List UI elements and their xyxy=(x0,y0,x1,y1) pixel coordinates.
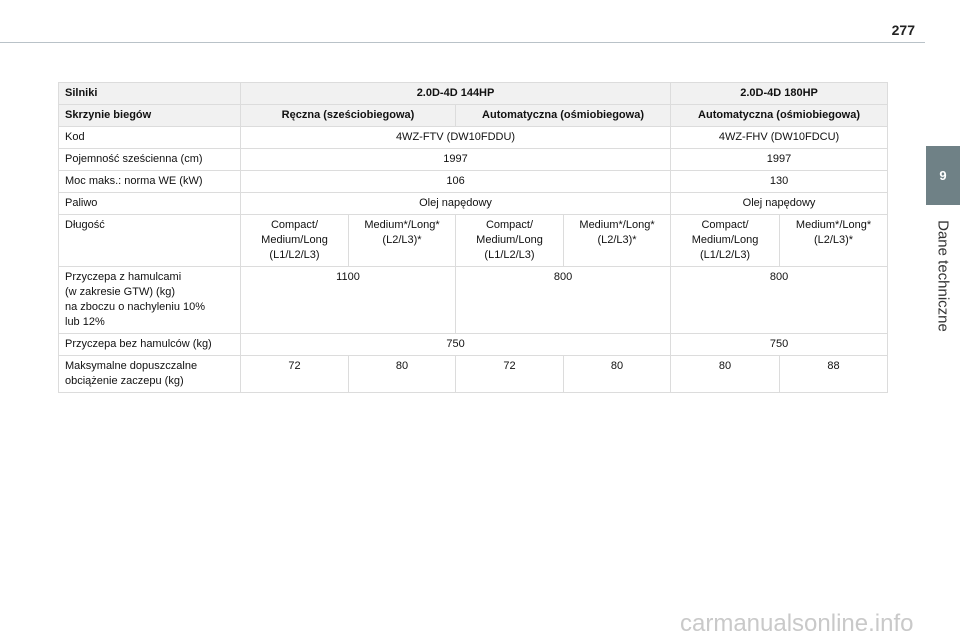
gearbox-b-auto: Automatyczna (ośmiobiegowa) xyxy=(671,105,888,127)
length-cell xyxy=(780,215,888,267)
engine-b-header: 2.0D-4D 180HP xyxy=(671,83,888,105)
table-row xyxy=(59,105,888,127)
gearbox-a-auto: Automatyczna (ośmiobiegowa) xyxy=(456,105,671,127)
towbar-load-value: 72 xyxy=(456,356,564,393)
braked-trailer-line: na zboczu o nachyleniu 10% xyxy=(65,301,206,313)
length-line: Medium*/Long* xyxy=(579,219,655,231)
table-row xyxy=(59,83,888,105)
towbar-load-value: 80 xyxy=(349,356,456,393)
displacement-label: Pojemność sześcienna (cm) xyxy=(59,149,241,171)
watermark: carmanualsonline.info xyxy=(680,610,914,637)
table-row xyxy=(59,193,888,215)
displacement-b: 1997 xyxy=(671,149,888,171)
unbraked-trailer-a: 750 xyxy=(241,334,671,356)
towbar-load-line: Maksymalne dopuszczalne xyxy=(65,360,198,372)
towbar-load-value: 80 xyxy=(564,356,671,393)
length-cell xyxy=(349,215,456,267)
fuel-b: Olej napędowy xyxy=(671,193,888,215)
length-line: (L1/L2/L3) xyxy=(269,249,320,261)
table-row xyxy=(59,356,888,393)
length-label: Długość xyxy=(59,215,241,267)
length-cell xyxy=(241,215,349,267)
towbar-load-line: obciążenie zaczepu (kg) xyxy=(65,375,184,387)
code-b: 4WZ-FHV (DW10FDCU) xyxy=(671,127,888,149)
towbar-load-value: 88 xyxy=(780,356,888,393)
unbraked-trailer-b: 750 xyxy=(671,334,888,356)
braked-trailer-line: lub 12% xyxy=(65,316,105,328)
chapter-title: Dane techniczne xyxy=(934,220,952,332)
length-line: Compact/ xyxy=(270,219,319,231)
braked-trailer-a-manual: 1100 xyxy=(241,267,456,334)
chapter-number: 9 xyxy=(939,168,947,183)
length-line: (L2/L3)* xyxy=(597,234,637,246)
braked-trailer-label xyxy=(59,267,241,334)
code-label: Kod xyxy=(59,127,241,149)
fuel-label: Paliwo xyxy=(59,193,241,215)
length-line: Medium/Long xyxy=(691,234,759,246)
table-row xyxy=(59,127,888,149)
length-line: (L1/L2/L3) xyxy=(699,249,751,261)
power-b: 130 xyxy=(671,171,888,193)
unbraked-trailer-label: Przyczepa bez hamulców (kg) xyxy=(59,334,241,356)
length-cell xyxy=(456,215,564,267)
braked-trailer-a-auto: 800 xyxy=(456,267,671,334)
length-cell xyxy=(671,215,780,267)
braked-trailer-b-auto: 800 xyxy=(671,267,888,334)
length-line: Medium*/Long* xyxy=(364,219,440,231)
length-line: (L2/L3)* xyxy=(382,234,422,246)
table-row xyxy=(59,215,888,267)
towbar-load-value: 80 xyxy=(671,356,780,393)
gearbox-a-manual: Ręczna (sześciobiegowa) xyxy=(241,105,456,127)
table-row xyxy=(59,267,888,334)
page-number: 277 xyxy=(891,22,915,38)
displacement-a: 1997 xyxy=(241,149,671,171)
table-row xyxy=(59,334,888,356)
power-a: 106 xyxy=(241,171,671,193)
header-divider xyxy=(0,42,925,43)
chapter-tab[interactable] xyxy=(926,146,960,205)
length-line: Compact/ xyxy=(485,219,534,231)
gearbox-label: Skrzynie biegów xyxy=(59,105,241,127)
length-cell xyxy=(564,215,671,267)
braked-trailer-line: Przyczepa z hamulcami xyxy=(65,271,182,283)
technical-specs-table xyxy=(58,82,888,393)
length-line: (L2/L3)* xyxy=(813,234,854,246)
braked-trailer-line: (w zakresie GTW) (kg) xyxy=(65,286,175,298)
length-line: Medium*/Long* xyxy=(795,219,872,231)
power-label: Moc maks.: norma WE (kW) xyxy=(59,171,241,193)
engine-a-header: 2.0D-4D 144HP xyxy=(241,83,671,105)
length-line: Medium/Long xyxy=(476,234,543,246)
code-a: 4WZ-FTV (DW10FDDU) xyxy=(241,127,671,149)
engines-label: Silniki xyxy=(59,83,241,105)
table-row xyxy=(59,149,888,171)
length-line: Medium/Long xyxy=(261,234,328,246)
table-row xyxy=(59,171,888,193)
length-line: (L1/L2/L3) xyxy=(484,249,535,261)
fuel-a: Olej napędowy xyxy=(241,193,671,215)
towbar-load-label xyxy=(59,356,241,393)
towbar-load-value: 72 xyxy=(241,356,349,393)
length-line: Compact/ xyxy=(701,219,749,231)
